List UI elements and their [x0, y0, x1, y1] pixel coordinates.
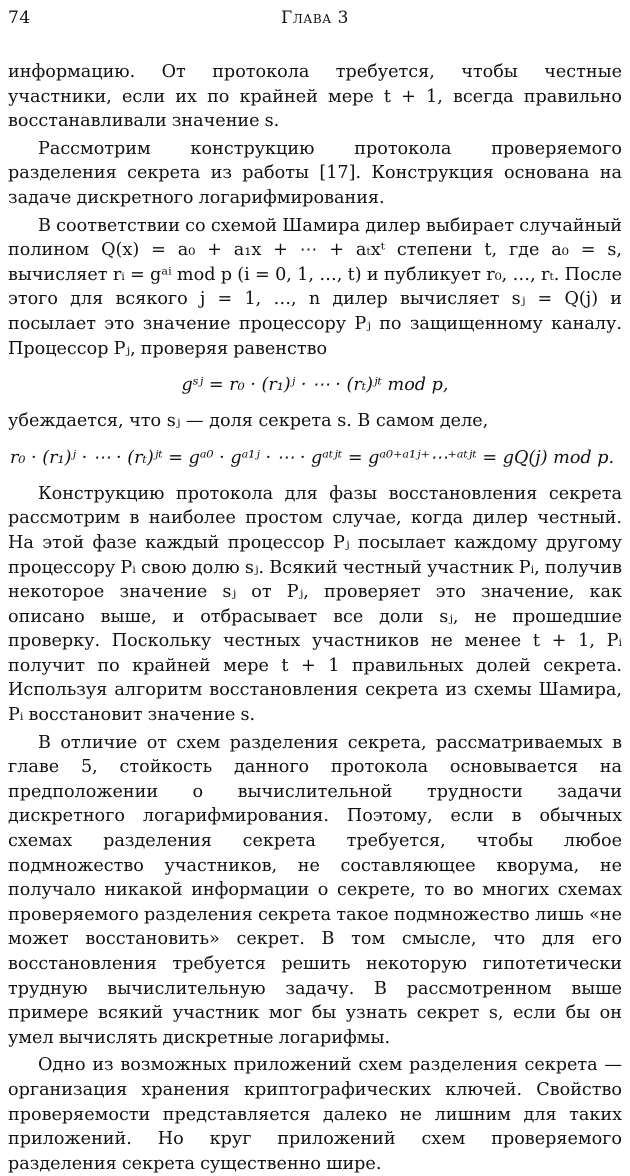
formula-verification: gˢʲ = r₀ · (r₁)ʲ · ⋯ · (rₜ)ʲᵗ mod p, — [181, 375, 449, 396]
paragraph-4: Конструкцию протокола для фазы восстановления секрета рассмотрим в наиболее простом случае, когда дилер честный. На этой фазе каждый процессор Pⱼ посылает каждому другому процессору Pᵢ свою долю sⱼ. Всякий честный участник Pᵢ, получив некоторое значение sⱼ от Pⱼ, проверяет это значение, как описано выше, и отбрасывает все доли sⱼ, не прошедшие проверку. Поскольку честных участников не менее t + 1, Pᵢ получит по крайней мере t + 1 правильных долей секрета. Используя алгоритм восстановления секрета из схемы Шамира, Pᵢ восстановит значение s. — [8, 483, 622, 726]
page-number: 74 — [8, 8, 31, 28]
paragraph-6: Одно из возможных приложений схем разделения секрета — организация хранения криптографических ключей. Свойство проверяемости представляется далеко не лишним для таких приложений. Но круг приложений схем проверяемого разделения секрета существенно шире. — [8, 1055, 622, 1174]
chapter-title: Глава 3 — [281, 8, 349, 28]
running-head — [8, 2, 622, 30]
paragraph-5: В отличие от схем разделения секрета, рассматриваемых в главе 5, стойкость данного протокола основывается на предположении о вычислительной трудности задачи дискретного логарифмирования. Поэтому, если в обычных схемах разделения секрета требуется, чтобы любое подмножество участников, не составляющее кворума, не получало никакой информации о секрете, то во многих схемах проверяемого разделения секрета такое подмножество лишь «не может восстановить» секрет. В том смысле, что для его восстановления требуется решить некоторую гипотетически трудную вычислительную задачу. В рассмотренном выше примере всякий участник мог бы узнать секрет s, если бы он умел вычислять дискретные логарифмы. — [8, 732, 622, 1048]
paragraph-2: Рассмотрим конструкцию протокола проверяемого разделения секрета из работы [17]. Конструкция основана на задаче дискретного логарифмирования. — [8, 138, 622, 208]
formula-lead-text: убеждается, что sⱼ — доля секрета s. В самом деле, — [8, 411, 489, 432]
formula-proof: r₀ · (r₁)ʲ · ⋯ · (rₜ)ʲᵗ = gᵃ⁰ · gᵃ¹ʲ · ⋯ · gᵃᵗʲᵗ = gᵃ⁰⁺ᵃ¹ʲ⁺⋯⁺ᵃᵗʲᵗ = gQ(j) mod p. — [10, 447, 615, 468]
paragraph-3: В соответствии со схемой Шамира дилер выбирает случайный полином Q(x) = a₀ + a₁x + ⋯ + aₜxᵗ степени t, где a₀ = s, вычисляет rᵢ = gᵃⁱ mod p (i = 0, 1, …, t) и публикует r₀, …, rₜ. После этого для всякого j = 1, …, n дилер вычисляет sⱼ = Q(j) и посылает это значение процессору Pⱼ по защищенному каналу. Процессор Pⱼ, проверяя равенство — [8, 215, 622, 359]
body-text — [8, 60, 622, 1176]
paragraph-1: информацию. От протокола требуется, чтобы честные участники, если их по крайней мере t + 1, всегда правильно восстанавливали значение s. — [8, 62, 622, 132]
